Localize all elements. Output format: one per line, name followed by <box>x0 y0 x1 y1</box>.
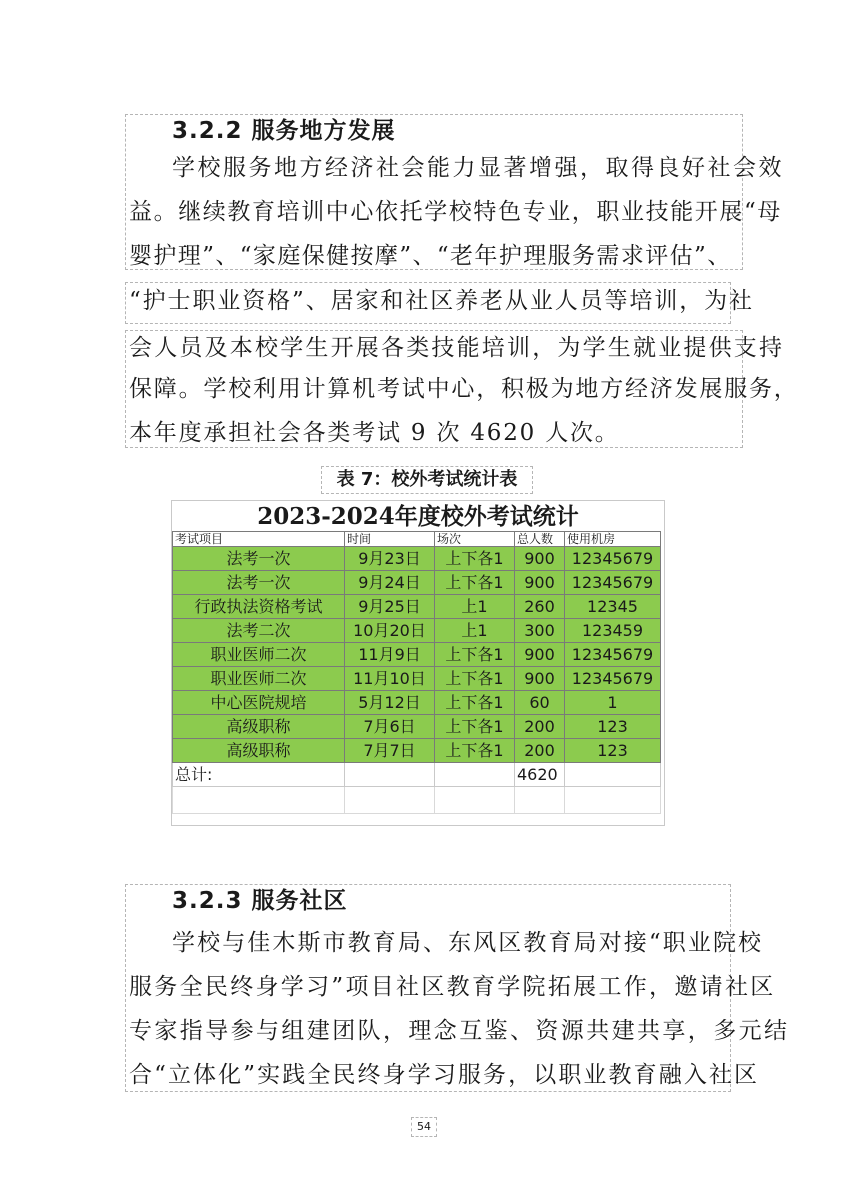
table-cell: 10月20日 <box>345 619 435 643</box>
header-cell: 总人数 <box>515 532 565 547</box>
paragraph-line: “护士职业资格”、居家和社区养老从业人员等培训，为社 <box>129 288 754 314</box>
table-cell: 高级职称 <box>173 715 345 739</box>
paragraph-line: 专家指导参与组建团队，理念互鉴、资源共建共享，多元结 <box>129 1018 790 1044</box>
table-cell: 行政执法资格考试 <box>173 595 345 619</box>
table-cell: 12345679 <box>565 547 661 571</box>
table-row <box>173 547 661 571</box>
header-cell: 时间 <box>345 532 435 547</box>
empty-cell <box>435 787 515 814</box>
table-cell: 11月9日 <box>345 643 435 667</box>
total-label: 总计: <box>173 763 345 787</box>
table-cell: 260 <box>515 595 565 619</box>
table-cell: 123 <box>565 739 661 763</box>
paragraph-line: 学校服务地方经济社会能力显著增强，取得良好社会效 <box>172 155 784 181</box>
table-row <box>173 595 661 619</box>
table-cell: 11月10日 <box>345 667 435 691</box>
exam-statistics-sheet <box>171 500 665 826</box>
table-cell: 200 <box>515 715 565 739</box>
table-cell: 9月25日 <box>345 595 435 619</box>
empty-cell <box>565 787 661 814</box>
table-cell: 300 <box>515 619 565 643</box>
table-row <box>173 667 661 691</box>
table-cell: 7月7日 <box>345 739 435 763</box>
table-cell: 上下各1 <box>435 667 515 691</box>
table-cell: 12345679 <box>565 667 661 691</box>
table-cell: 123 <box>565 715 661 739</box>
table-cell: 上下各1 <box>435 739 515 763</box>
exam-table <box>172 531 661 814</box>
table-cell: 900 <box>515 547 565 571</box>
empty-cell <box>345 787 435 814</box>
table-cell: 5月12日 <box>345 691 435 715</box>
table-cell: 900 <box>515 667 565 691</box>
table-cell: 上1 <box>435 595 515 619</box>
paragraph-line: 服务全民终身学习”项目社区教育学院拓展工作，邀请社区 <box>129 974 776 1000</box>
table-total-row <box>173 763 661 787</box>
paragraph-line: 益。继续教育培训中心依托学校特色专业，职业技能开展“母 <box>129 199 782 225</box>
table-cell: 上下各1 <box>435 571 515 595</box>
table-cell: 9月23日 <box>345 547 435 571</box>
total-value: 4620 <box>515 763 565 787</box>
table-row <box>173 739 661 763</box>
header-cell: 使用机房 <box>565 532 661 547</box>
table-cell: 123459 <box>565 619 661 643</box>
paragraph-line: 婴护理”、“家庭保健按摩”、“老年护理服务需求评估”、 <box>129 243 732 269</box>
table-cell: 上下各1 <box>435 715 515 739</box>
table-cell: 中心医院规培 <box>173 691 345 715</box>
table-header-row <box>173 532 661 547</box>
table-cell: 1 <box>565 691 661 715</box>
sheet-title: 2023-2024年度校外考试统计 <box>257 503 579 530</box>
paragraph-line: 本年度承担社会各类考试 9 次 4620 人次。 <box>129 420 620 446</box>
empty-cell <box>565 763 661 787</box>
section-heading-3-2-2: 3.2.2 服务地方发展 <box>172 118 396 144</box>
paragraph-line: 学校与佳木斯市教育局、东风区教育局对接“职业院校 <box>172 930 764 956</box>
table-cell: 法考一次 <box>173 547 345 571</box>
paragraph-line: 合“立体化”实践全民终身学习服务，以职业教育融入社区 <box>129 1062 760 1088</box>
table-cell: 上1 <box>435 619 515 643</box>
table-row <box>173 571 661 595</box>
table-cell: 法考二次 <box>173 619 345 643</box>
table-cell: 职业医师二次 <box>173 643 345 667</box>
table-cell: 职业医师二次 <box>173 667 345 691</box>
empty-cell <box>515 787 565 814</box>
table-cell: 上下各1 <box>435 643 515 667</box>
empty-cell <box>173 787 345 814</box>
header-cell: 考试项目 <box>173 532 345 547</box>
table-cell: 法考一次 <box>173 571 345 595</box>
table-caption: 表 7：校外考试统计表 <box>321 466 533 494</box>
table-cell: 12345679 <box>565 571 661 595</box>
table-cell: 60 <box>515 691 565 715</box>
header-cell: 场次 <box>435 532 515 547</box>
table-cell: 900 <box>515 643 565 667</box>
empty-cell <box>345 763 435 787</box>
page-number: 54 <box>411 1117 437 1137</box>
section-heading-3-2-3: 3.2.3 服务社区 <box>172 888 348 914</box>
paragraph-line: 保障。学校利用计算机考试中心，积极为地方经济发展服务， <box>129 376 799 402</box>
table-cell: 7月6日 <box>345 715 435 739</box>
empty-cell <box>435 763 515 787</box>
table-row <box>173 715 661 739</box>
table-cell: 900 <box>515 571 565 595</box>
table-cell: 12345 <box>565 595 661 619</box>
table-row <box>173 643 661 667</box>
table-row <box>173 691 661 715</box>
paragraph-line: 会人员及本校学生开展各类技能培训，为学生就业提供支持 <box>129 335 785 361</box>
table-cell: 高级职称 <box>173 739 345 763</box>
table-row <box>173 619 661 643</box>
table-cell: 200 <box>515 739 565 763</box>
table-cell: 12345679 <box>565 643 661 667</box>
blank-row <box>173 787 661 814</box>
table-cell: 9月24日 <box>345 571 435 595</box>
table-cell: 上下各1 <box>435 691 515 715</box>
table-cell: 上下各1 <box>435 547 515 571</box>
